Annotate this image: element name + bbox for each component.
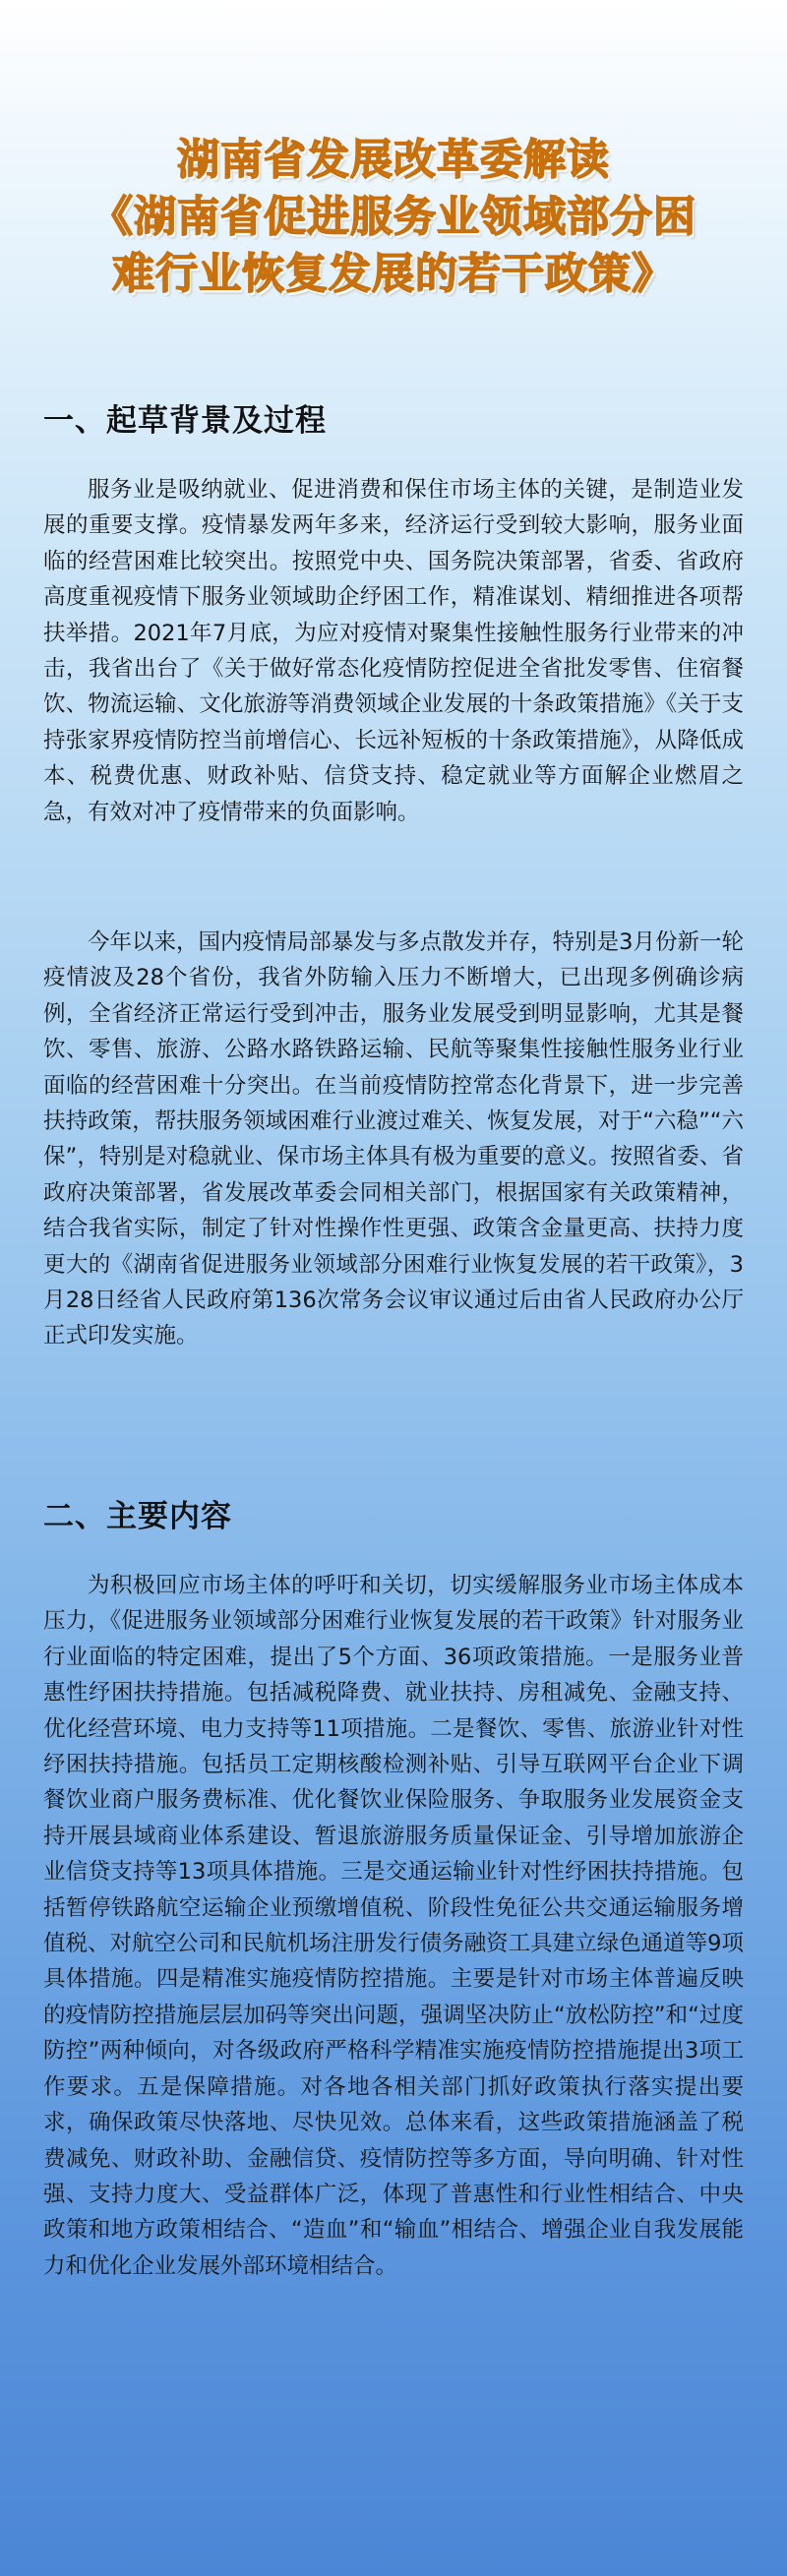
title-line-3: 难行业恢复发展的若干政策》 [112, 250, 675, 299]
title-line-2: 《湖南省促进服务业领域部分困 [91, 193, 696, 242]
title-line-1: 湖南省发展改革委解读 [177, 136, 610, 185]
section-heading-background: 一、起草背景及过程 [43, 403, 327, 439]
paragraph-background-1: 服务业是吸纳就业、促进消费和保住市场主体的关键，是制造业发展的重要支撑。疫情暴发两年多来，经济运行受到较大影响，服务业面临的经营困难比较突出。按照党中央、国务院决策部署，省委、省政府高度重视疫情下服务业领域助企纾困工作，精准谋划、精细推进各项帮扶举措。2021年7月底，为应对疫情对聚集性接触性服务行业带来的冲击，我省出台了《关于做好常态化疫情防控促进全省批发零售、住宿餐饮、物流运输、文化旅游等消费领域企业发展的十条政策措施》《关于支持张家界疫情防控当前增信心、长远补短板的十条政策措施》，从降低成本、税费优惠、财政补贴、信贷支持、稳定就业等方面解企业燃眉之急，有效对冲了疫情带来的负面影响。 [43, 477, 744, 825]
paragraph-main-content: 为积极回应市场主体的呼吁和关切，切实缓解服务业市场主体成本压力，《促进服务业领域部分困难行业恢复发展的若干政策》针对服务业行业面临的特定困难，提出了5个方面、36项政策措施。一是服务业普惠性纾困扶持措施。包括减税降费、就业扶持、房租减免、金融支持、优化经营环境、电力支持等11项措施。二是餐饮、零售、旅游业针对性纾困扶持措施。包括员工定期核酸检测补贴、引导互联网平台企业下调餐饮业商户服务费标准、优化餐饮业保险服务、争取服务业发展资金支持开展县域商业体系建设、暂退旅游服务质量保证金、引导增加旅游企业信贷支持等13项具体措施。三是交通运输业针对性纾困扶持措施。包括暂停铁路航空运输企业预缴增值税、阶段性免征公共交通运输服务增值税、对航空公司和民航机场注册发行债务融资工具建立绿色通道等9项具体措施。四是精准实施疫情防控措施。主要是针对市场主体普遍反映的疫情防控措施层层加码等突出问题，强调坚决防止“放松防控”和“过度防控”两种倾向，对各级政府严格科学精准实施疫情防控措施提出3项工作要求。五是保障措施。对各地各相关部门抓好政策执行落实提出要求，确保政策尽快落地、尽快见效。总体来看，这些政策措施涵盖了税费减免、财政补助、金融信贷、疫情防控等多方面，导向明确、针对性强、支持力度大、受益群体广泛，体现了普惠性和行业性相结合、中央政策和地方政策相结合、“造血”和“输血”相结合、增强企业自我发展能力和优化企业发展外部环境相结合。 [43, 1573, 744, 2279]
section-heading-main-content: 二、主要内容 [43, 1499, 232, 1534]
paragraph-background-2: 今年以来，国内疫情局部暴发与多点散发并存，特别是3月份新一轮疫情波及28个省份，我省外防输入压力不断增大，已出现多例确诊病例，全省经济正常运行受到冲击，服务业发展受到明显影响，尤其是餐饮、零售、旅游、公路水路铁路运输、民航等聚集性接触性服务业行业面临的经营困难十分突出。在当前疫情防控常态化背景下，进一步完善扶持政策，帮扶服务领域困难行业渡过难关、恢复发展，对于“六稳”“六保”，特别是对稳就业、保市场主体具有极为重要的意义。按照省委、省政府决策部署，省发展改革委会同相关部门，根据国家有关政策精神，结合我省实际，制定了针对性操作性更强、政策含金量更高、扶持力度更大的《湖南省促进服务业领域部分困难行业恢复发展的若干政策》，3月28日经省人民政府第136次常务会议审议通过后由省人民政府办公厅正式印发实施。 [43, 929, 744, 1349]
document-title [39, 132, 748, 303]
